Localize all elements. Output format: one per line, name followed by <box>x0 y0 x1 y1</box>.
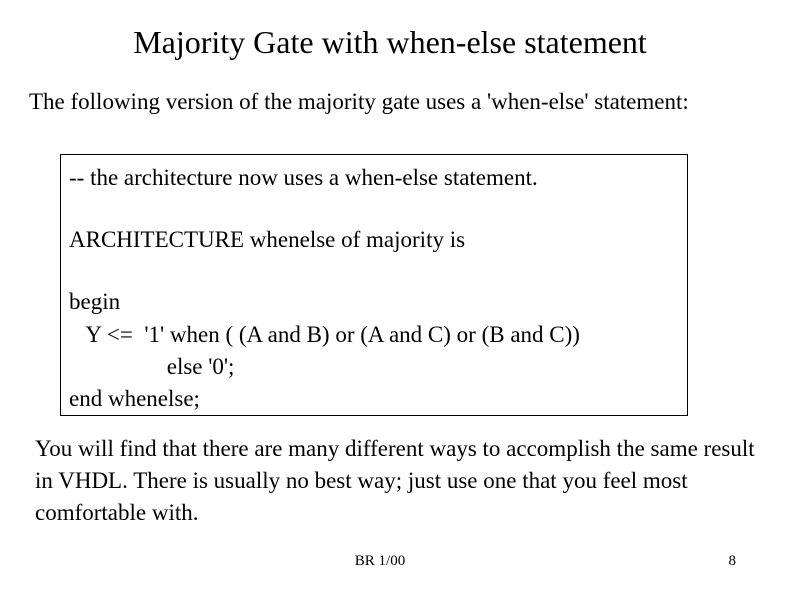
code-end-line: end whenelse; <box>69 386 200 411</box>
intro-paragraph: The following version of the majority gate uses a 'when-else' statement: <box>29 89 689 114</box>
page-number: 8 <box>728 553 736 569</box>
code-assignment-line: Y <= '1' when ( (A and B) or (A and C) or (B and C)) <box>69 322 580 347</box>
code-architecture-line: ARCHITECTURE whenelse of majority is <box>69 227 466 252</box>
code-begin-line: begin <box>69 289 121 314</box>
slide-title: Majority Gate with when-else statement <box>133 24 647 60</box>
code-else-line: else '0'; <box>69 354 235 379</box>
outro-paragraph: You will find that there are many different ways to accomplish the same result in VHDL. There is usually no best way; just use one that you feel most comfortable with. <box>35 436 755 525</box>
code-comment-line: -- the architecture now uses a when-else statement. <box>69 165 538 190</box>
code-block <box>60 154 688 416</box>
footer-text: BR 1/00 <box>354 553 406 569</box>
